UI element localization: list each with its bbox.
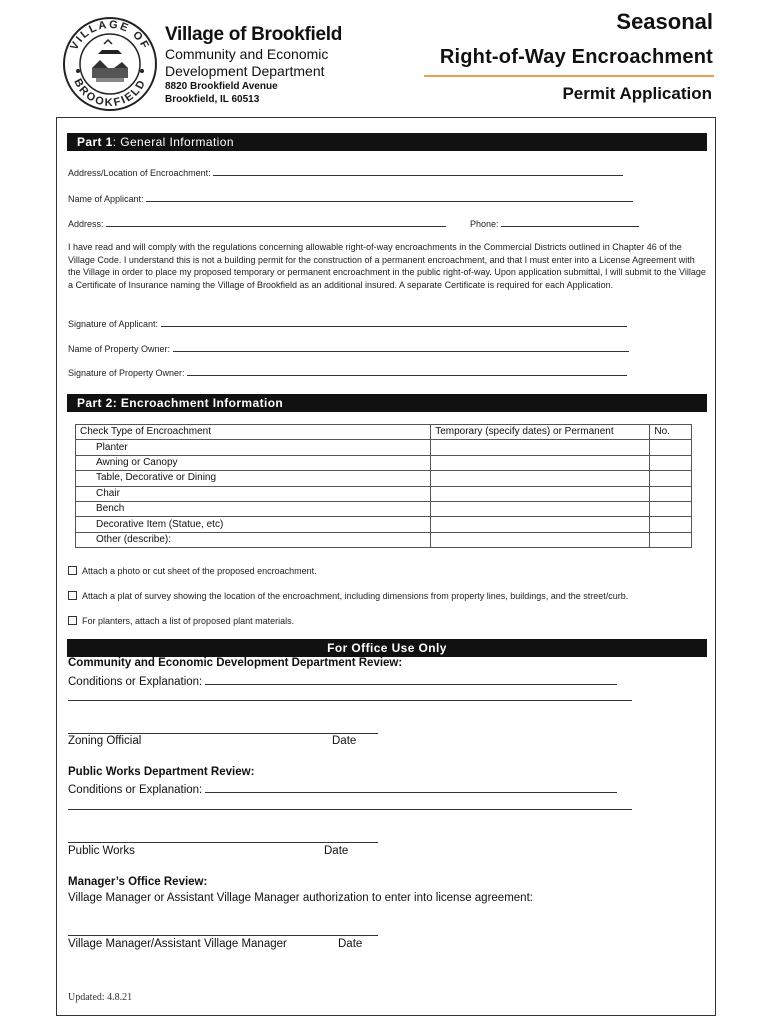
svg-text:VILLAGE OF: VILLAGE OF bbox=[68, 18, 152, 53]
address-line-2: Brookfield, IL 60513 bbox=[165, 94, 260, 105]
office-use-heading: For Office Use Only bbox=[67, 639, 707, 657]
type-table[interactable]: Table, Decorative or Dining bbox=[76, 471, 431, 486]
type-decorative-item[interactable]: Decorative Item (Statue, etc) bbox=[76, 517, 431, 532]
encroachment-table bbox=[75, 424, 692, 548]
attachment-checkbox[interactable] bbox=[68, 566, 77, 575]
table-row bbox=[76, 486, 692, 501]
owner-name-row bbox=[68, 343, 629, 354]
phone-row bbox=[470, 218, 639, 229]
title-row-encroachment: Right-of-Way Encroachment bbox=[439, 46, 713, 68]
zoning-signature-line[interactable] bbox=[68, 733, 378, 734]
type-bench[interactable]: Bench bbox=[76, 501, 431, 516]
village-seal-logo bbox=[62, 16, 158, 112]
owner-signature-label: Signature of Property Owner: bbox=[68, 368, 185, 378]
pw-conditions-field[interactable] bbox=[205, 782, 617, 793]
department-name bbox=[165, 46, 328, 80]
attachment-label: Attach a plat of survey showing the location of the encroachment, including dimensions from property lines, buildings, and the street/curb. bbox=[82, 591, 629, 601]
manager-review-heading: Manager’s Office Review: bbox=[68, 876, 208, 888]
type-planter[interactable]: Planter bbox=[76, 440, 431, 455]
address-row bbox=[68, 218, 446, 229]
type-other[interactable]: Other (describe): bbox=[76, 532, 431, 547]
dept-line-2: Development Department bbox=[165, 63, 325, 79]
applicant-name-row bbox=[68, 193, 633, 204]
attachment-label: For planters, attach a list of proposed plant materials. bbox=[82, 616, 295, 626]
pw-review-heading: Public Works Department Review: bbox=[68, 766, 255, 778]
manager-authorization-text: Village Manager or Assistant Village Manager authorization to enter into license agreement: bbox=[68, 892, 533, 904]
address-label: Address: bbox=[68, 219, 104, 229]
dept-line-1: Community and Economic bbox=[165, 46, 329, 62]
address-location-field[interactable] bbox=[213, 167, 623, 176]
owner-signature-row bbox=[68, 367, 627, 378]
manager-signature-label: Village Manager/Assistant Village Manager bbox=[68, 938, 287, 950]
duration-cell[interactable] bbox=[431, 486, 650, 501]
applicant-signature-field[interactable] bbox=[161, 318, 627, 327]
table-row bbox=[76, 501, 692, 516]
part1-heading bbox=[67, 133, 707, 151]
pw-conditions-label: Conditions or Explanation: bbox=[68, 784, 203, 796]
pw-signature-line[interactable] bbox=[68, 842, 378, 843]
attachment-item bbox=[68, 616, 294, 626]
table-row bbox=[76, 471, 692, 486]
type-chair[interactable]: Chair bbox=[76, 486, 431, 501]
applicant-name-label: Name of Applicant: bbox=[68, 194, 144, 204]
attachment-label: Attach a photo or cut sheet of the proposed encroachment. bbox=[82, 566, 317, 576]
owner-signature-field[interactable] bbox=[187, 367, 627, 376]
part1-heading-title: : General Information bbox=[112, 135, 234, 149]
title-seasonal: Seasonal bbox=[616, 9, 713, 34]
attachment-checkbox[interactable] bbox=[68, 616, 77, 625]
part1-heading-number: Part 1 bbox=[77, 135, 113, 149]
public-works-label: Public Works bbox=[68, 845, 135, 857]
attachment-item bbox=[68, 566, 317, 576]
header-type: Check Type of Encroachment bbox=[76, 425, 431, 440]
manager-date-label: Date bbox=[338, 938, 363, 950]
compliance-statement: I have read and will comply with the regulations concerning allowable right-of-way encroachments in the Commercial Districts outlined in Chapter 46 of the Village Code. I understand this is not a building permit for the construction of a permanent encroachment, and that I must enter into a License Agreement with the Village in order to place my proposed temporary or permanent encroachment in the public right-of-way. Upon application submittal, I will submit to the Village a Certificate of Insurance naming the Village of Brookfield as an additional insured. A separate Certificate is required for each Application. bbox=[68, 242, 706, 291]
address-field[interactable] bbox=[106, 218, 446, 227]
phone-field[interactable] bbox=[501, 218, 639, 227]
zoning-date-label: Date bbox=[332, 735, 357, 747]
duration-cell[interactable] bbox=[431, 471, 650, 486]
updated-date: Updated: 4.8.21 bbox=[68, 992, 133, 1003]
table-row bbox=[76, 440, 692, 455]
attachment-item bbox=[68, 591, 628, 601]
ced-conditions-line-2[interactable] bbox=[68, 700, 632, 701]
phone-label: Phone: bbox=[470, 219, 499, 229]
table-header-row bbox=[76, 425, 692, 440]
duration-cell[interactable] bbox=[431, 532, 650, 547]
table-row bbox=[76, 517, 692, 532]
count-cell[interactable] bbox=[650, 517, 692, 532]
ced-conditions-field[interactable] bbox=[205, 674, 617, 685]
ced-conditions-label: Conditions or Explanation: bbox=[68, 676, 203, 688]
part2-heading: Part 2: Encroachment Information bbox=[67, 394, 707, 412]
title-permit-application: Permit Application bbox=[562, 84, 712, 103]
count-cell[interactable] bbox=[650, 440, 692, 455]
village-address bbox=[165, 80, 278, 106]
applicant-signature-row bbox=[68, 318, 627, 329]
svg-text:BROOKFIELD: BROOKFIELD bbox=[71, 76, 149, 110]
address-location-label: Address/Location of Encroachment: bbox=[68, 168, 211, 178]
count-cell[interactable] bbox=[650, 455, 692, 470]
attachment-checkbox[interactable] bbox=[68, 591, 77, 600]
address-location-row bbox=[68, 167, 623, 178]
owner-name-field[interactable] bbox=[173, 343, 629, 352]
duration-cell[interactable] bbox=[431, 501, 650, 516]
header-temporary-permanent: Temporary (specify dates) or Permanent bbox=[431, 425, 650, 440]
zoning-official-label: Zoning Official bbox=[68, 735, 142, 747]
pw-conditions-line-2[interactable] bbox=[68, 809, 632, 810]
count-cell[interactable] bbox=[650, 501, 692, 516]
pw-conditions-row bbox=[68, 782, 617, 796]
owner-name-label: Name of Property Owner: bbox=[68, 344, 171, 354]
table-row bbox=[76, 455, 692, 470]
count-cell[interactable] bbox=[650, 471, 692, 486]
count-cell[interactable] bbox=[650, 532, 692, 547]
pw-date-label: Date bbox=[324, 845, 349, 857]
applicant-signature-label: Signature of Applicant: bbox=[68, 319, 159, 329]
ced-review-heading: Community and Economic Development Department Review: bbox=[68, 657, 403, 669]
count-cell[interactable] bbox=[650, 486, 692, 501]
ced-conditions-row bbox=[68, 674, 617, 688]
duration-cell[interactable] bbox=[431, 455, 650, 470]
address-line-1: 8820 Brookfield Avenue bbox=[165, 81, 278, 92]
duration-cell[interactable] bbox=[431, 440, 650, 455]
applicant-name-field[interactable] bbox=[146, 193, 633, 202]
manager-signature-line[interactable] bbox=[68, 935, 378, 936]
header-number: No. bbox=[650, 425, 692, 440]
title-accent-rule bbox=[424, 75, 714, 77]
type-awning[interactable]: Awning or Canopy bbox=[76, 455, 431, 470]
table-row bbox=[76, 532, 692, 547]
village-name: Village of Brookfield bbox=[165, 24, 343, 45]
duration-cell[interactable] bbox=[431, 517, 650, 532]
